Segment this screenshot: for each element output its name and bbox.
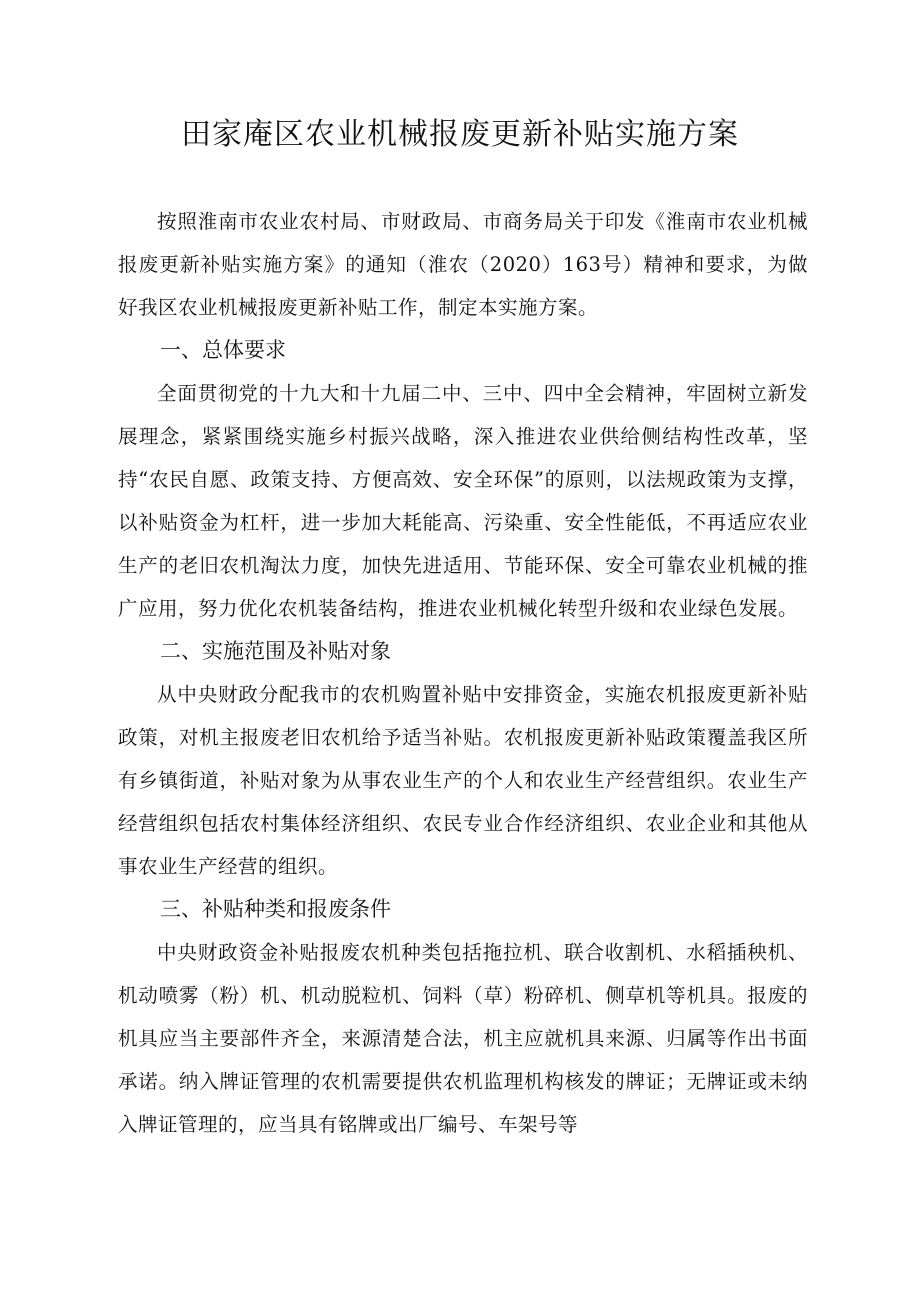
section-heading-overall-requirements: 一、总体要求 [160, 338, 286, 362]
document-title: 田家庵区农业机械报废更新补贴实施方案 [181, 117, 739, 152]
document-body [118, 200, 808, 1146]
section-paragraph-overall-requirements: 全面贯彻党的十九大和十九届二中、三中、四中全会精神，牢固树立新发展理念，紧紧围绕实施乡村振兴战略，深入推进农业供给侧结构性改革，坚持“农民自愿、政策支持、方便高效、安全环保”的原则，以法规政策为支撑，以补贴资金为杠杆，进一步加大耗能高、污染重、安全性能低，不再适应农业生产的老旧农机淘汰力度，加快先进适用、节能环保、安全可靠农业机械的推广应用，努力优化农机装备结构，推进农业机械化转型升级和农业绿色发展。 [118, 382, 808, 620]
section-heading-subsidy-types-conditions: 三、补贴种类和报废条件 [160, 897, 391, 921]
section-paragraph-scope-and-recipients: 从中央财政分配我市的农机购置补贴中安排资金，实施农机报废更新补贴政策，对机主报废老旧农机给予适当补贴。农机报废更新补贴政策覆盖我区所有乡镇街道，补贴对象为从事农业生产的个人和农业生产经营组织。农业生产经营组织包括农村集体经济组织、农民专业合作经济组织、农业企业和其他从事农业生产经营的组织。 [118, 683, 808, 878]
intro-paragraph: 按照淮南市农业农村局、市财政局、市商务局关于印发《淮南市农业机械报废更新补贴实施方案》的通知（淮农（2020）163号）精神和要求，为做好我区农业机械报废更新补贴工作，制定本实施方案。 [118, 210, 808, 319]
section-paragraph-subsidy-types-conditions: 中央财政资金补贴报废农机种类包括拖拉机、联合收割机、水稻插秧机、机动喷雾（粉）机、机动脱粒机、饲料（草）粉碎机、侧草机等机具。报废的机具应当主要部件齐全，来源清楚合法，机主应就机具来源、归属等作出书面承诺。纳入牌证管理的农机需要提供农机监理机构核发的牌证；无牌证或未纳入牌证管理的，应当具有铭牌或出厂编号、车架号等 [118, 941, 808, 1136]
section-heading-scope-and-recipients: 二、实施范围及补贴对象 [160, 639, 391, 663]
